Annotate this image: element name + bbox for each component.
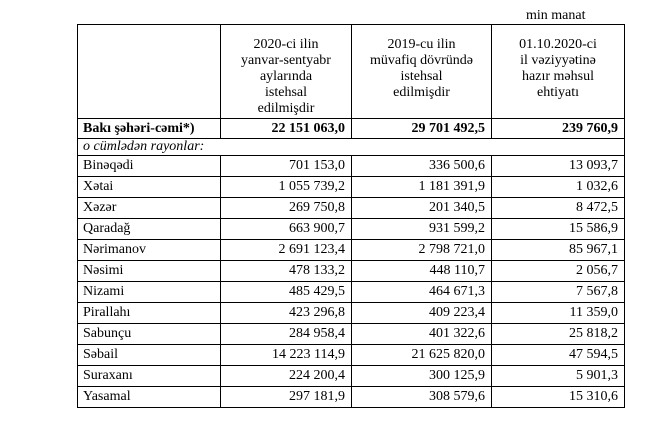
- header-line: edilmişdir: [257, 101, 315, 116]
- district-2019: 300 125,9: [352, 366, 492, 387]
- unit-label: min manat: [526, 8, 586, 23]
- district-2020: 14 223 114,9: [221, 345, 352, 366]
- district-2019: 336 500,6: [352, 156, 492, 177]
- district-2020: 701 153,0: [221, 156, 352, 177]
- header-2020-production: [221, 25, 352, 119]
- total-2019: 29 701 492,5: [352, 119, 492, 139]
- district-stock: 13 093,7: [492, 156, 625, 177]
- table-row: [78, 345, 625, 366]
- district-2019: 464 671,3: [352, 282, 492, 303]
- district-2019: 1 181 391,9: [352, 177, 492, 198]
- district-stock: 2 056,7: [492, 261, 625, 282]
- total-2020: 22 151 063,0: [221, 119, 352, 139]
- district-2019: 21 625 820,0: [352, 345, 492, 366]
- district-stock: 8 472,5: [492, 198, 625, 219]
- district-2020: 297 181,9: [221, 387, 352, 408]
- table-row: [78, 366, 625, 387]
- subheader-row: [78, 139, 625, 156]
- district-stock: 1 032,6: [492, 177, 625, 198]
- district-name: Səbail: [78, 345, 221, 366]
- district-2020: 2 691 123,4: [221, 240, 352, 261]
- district-2019: 931 599,2: [352, 219, 492, 240]
- district-2020: 1 055 739,2: [221, 177, 352, 198]
- table-row: [78, 324, 625, 345]
- district-name: Xətai: [78, 177, 221, 198]
- header-2019-production: [352, 25, 492, 119]
- district-name: Yasamal: [78, 387, 221, 408]
- district-stock: 15 586,9: [492, 219, 625, 240]
- table-row: [78, 219, 625, 240]
- table-body: [78, 119, 625, 408]
- district-stock: 7 567,8: [492, 282, 625, 303]
- subheader-label: o cümlədən rayonlar:: [78, 139, 625, 156]
- total-row: [78, 119, 625, 139]
- header-line: 2019-cu ilin: [387, 37, 456, 52]
- header-line: hazır məhsul: [522, 69, 594, 84]
- district-2020: 224 200,4: [221, 366, 352, 387]
- district-name: Qaradağ: [78, 219, 221, 240]
- table-row: [78, 240, 625, 261]
- table-row: [78, 303, 625, 324]
- district-2019: 448 110,7: [352, 261, 492, 282]
- table-row: [78, 261, 625, 282]
- table-row: [78, 282, 625, 303]
- district-name: Suraxanı: [78, 366, 221, 387]
- district-2019: 308 579,6: [352, 387, 492, 408]
- district-2019: 2 798 721,0: [352, 240, 492, 261]
- district-2019: 201 340,5: [352, 198, 492, 219]
- table-row: [78, 387, 625, 408]
- header-blank: [78, 25, 221, 119]
- header-line: istehsal: [400, 69, 443, 84]
- district-name: Nizami: [78, 282, 221, 303]
- header-line: istehsal: [265, 85, 307, 100]
- district-name: Xəzər: [78, 198, 221, 219]
- district-2020: 284 958,4: [221, 324, 352, 345]
- header-line: müvafiq dövründə: [369, 53, 474, 68]
- header-stock: [492, 25, 625, 119]
- district-2020: 485 429,5: [221, 282, 352, 303]
- total-stock: 239 760,9: [492, 119, 625, 139]
- district-stock: 5 901,3: [492, 366, 625, 387]
- total-name: Bakı şəhəri-cəmi*): [78, 119, 221, 139]
- header-line: edilmişdir: [393, 85, 450, 100]
- district-name: Nərimanov: [78, 240, 221, 261]
- district-2020: 663 900,7: [221, 219, 352, 240]
- district-name: Pirallahı: [78, 303, 221, 324]
- header-line: 01.10.2020-ci: [519, 37, 597, 52]
- district-2020: 423 296,8: [221, 303, 352, 324]
- district-2019: 401 322,6: [352, 324, 492, 345]
- district-stock: 11 359,0: [492, 303, 625, 324]
- header-line: yanvar-sentyabr: [241, 53, 331, 68]
- table-row: [78, 198, 625, 219]
- district-name: Sabunçu: [78, 324, 221, 345]
- header-line: 2020-ci ilin: [253, 37, 319, 52]
- table-row: [78, 177, 625, 198]
- district-2020: 269 750,8: [221, 198, 352, 219]
- district-stock: 15 310,6: [492, 387, 625, 408]
- table-row: [78, 156, 625, 177]
- district-name: Binəqədi: [78, 156, 221, 177]
- header-line: aylarında: [259, 69, 313, 84]
- district-stock: 25 818,2: [492, 324, 625, 345]
- table-header: [78, 25, 625, 119]
- district-stock: 47 594,5: [492, 345, 625, 366]
- header-line: ehtiyatı: [537, 85, 579, 100]
- district-name: Nəsimi: [78, 261, 221, 282]
- production-table: [77, 24, 625, 408]
- header-line: il vəziyyətinə: [520, 53, 596, 68]
- district-2019: 409 223,4: [352, 303, 492, 324]
- district-2020: 478 133,2: [221, 261, 352, 282]
- district-stock: 85 967,1: [492, 240, 625, 261]
